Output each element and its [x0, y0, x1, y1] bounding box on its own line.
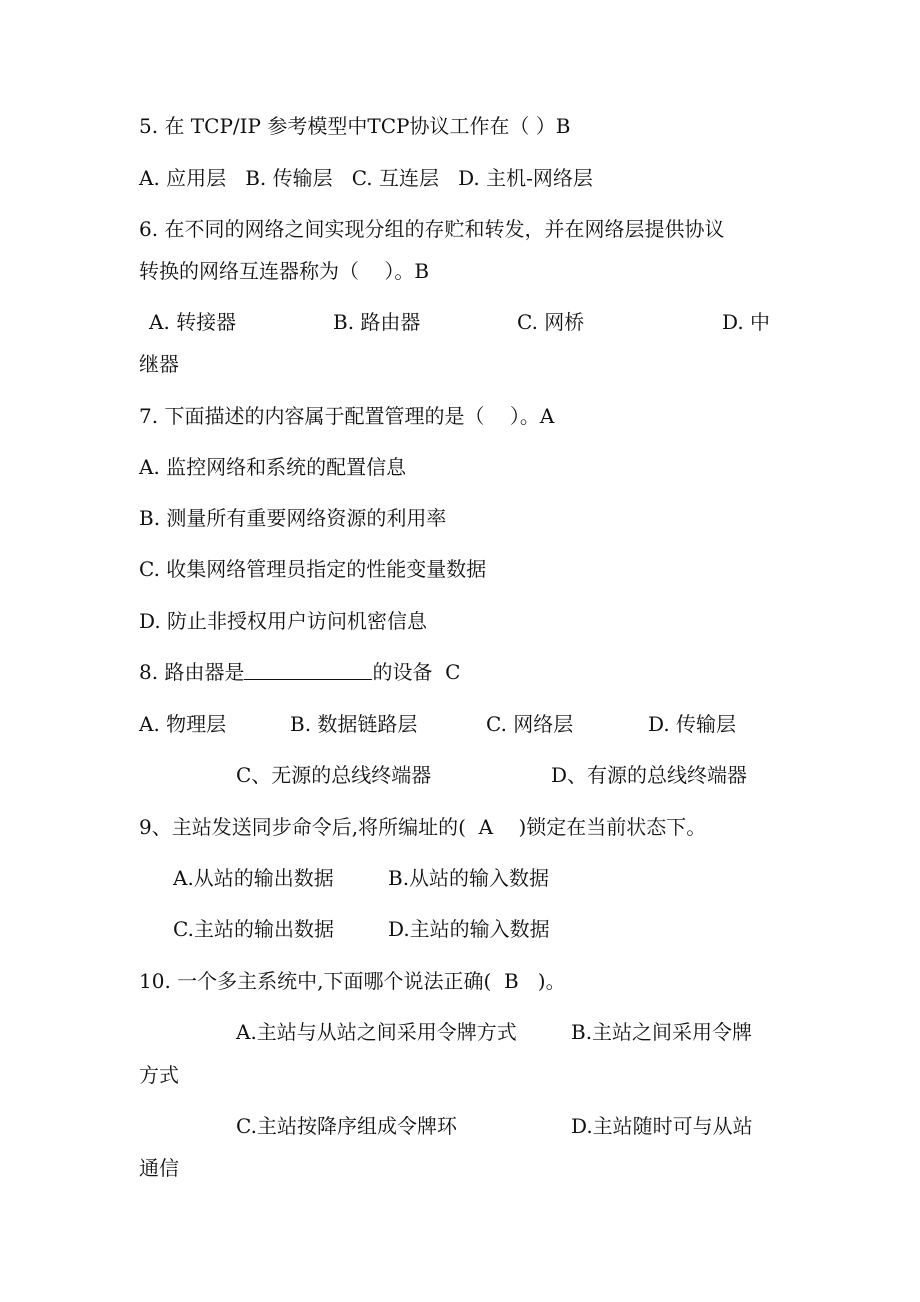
question-5-stem: 5. 在 TCP/IP 参考模型中TCP协议工作在（ ）B: [139, 114, 571, 138]
question-8-option-d: D. 传输层: [648, 712, 737, 736]
question-7-option-a: A. 监控网络和系统的配置信息: [139, 455, 407, 479]
question-7-option-d: D. 防止非授权用户访问机密信息: [139, 609, 428, 633]
question-10-option-d-continued: 通信: [139, 1156, 179, 1180]
question-8-stem-suffix: 的设备 C: [372, 660, 461, 684]
question-7-option-c: C. 收集网络管理员指定的性能变量数据: [139, 557, 487, 581]
question-10-option-c: C.主站按降序组成令牌环: [236, 1114, 457, 1138]
question-8-option-c: C. 网络层: [486, 712, 574, 736]
question-6-option-d: D. 中: [722, 310, 771, 334]
question-6-option-d-continued: 继器: [139, 352, 179, 376]
question-9-stem: 9、主站发送同步命令后,将所编址的( A )锁定在当前状态下。: [139, 815, 707, 839]
question-5-options: A. 应用层 B. 传输层 C. 互连层 D. 主机-网络层: [139, 166, 593, 190]
question-6-option-a: A. 转接器: [149, 310, 237, 334]
question-6-stem-line-2: 转换的网络互连器称为（ ）。B: [139, 259, 430, 283]
question-6-option-c: C. 网桥: [517, 310, 585, 334]
question-7-stem: 7. 下面描述的内容属于配置管理的是（ ）。A: [139, 404, 555, 428]
question-6-option-b: B. 路由器: [333, 310, 421, 334]
question-9-option-a: A.从站的输出数据: [173, 866, 334, 890]
bus-terminator-option-d: D、有源的总线终端器: [551, 763, 748, 787]
question-6-stem-line-1: 6. 在不同的网络之间实现分组的存贮和转发，并在网络层提供协议: [139, 217, 725, 241]
question-8-option-b: B. 数据链路层: [290, 712, 418, 736]
question-10-stem: 10. 一个多主系统中,下面哪个说法正确( B )。: [139, 969, 566, 993]
question-8-option-a: A. 物理层: [139, 712, 227, 736]
question-9-option-c: C.主站的输出数据: [173, 917, 334, 941]
question-9-option-b: B.从站的输入数据: [388, 866, 550, 890]
question-10-option-a: A.主站与从站之间采用令牌方式: [236, 1020, 517, 1044]
question-9-option-d: D.主站的输入数据: [388, 917, 550, 941]
question-10-option-d: D.主站随时可与从站: [571, 1114, 753, 1138]
question-8-stem: [139, 658, 460, 686]
question-7-option-b: B. 测量所有重要网络资源的利用率: [139, 506, 447, 530]
question-10-option-b: B.主站之间采用令牌: [571, 1020, 753, 1044]
bus-terminator-option-c: C、无源的总线终端器: [236, 763, 432, 787]
question-10-option-b-continued: 方式: [139, 1063, 179, 1087]
question-8-stem-prefix: 8. 路由器是: [139, 660, 245, 684]
answer-blank: [244, 658, 372, 680]
